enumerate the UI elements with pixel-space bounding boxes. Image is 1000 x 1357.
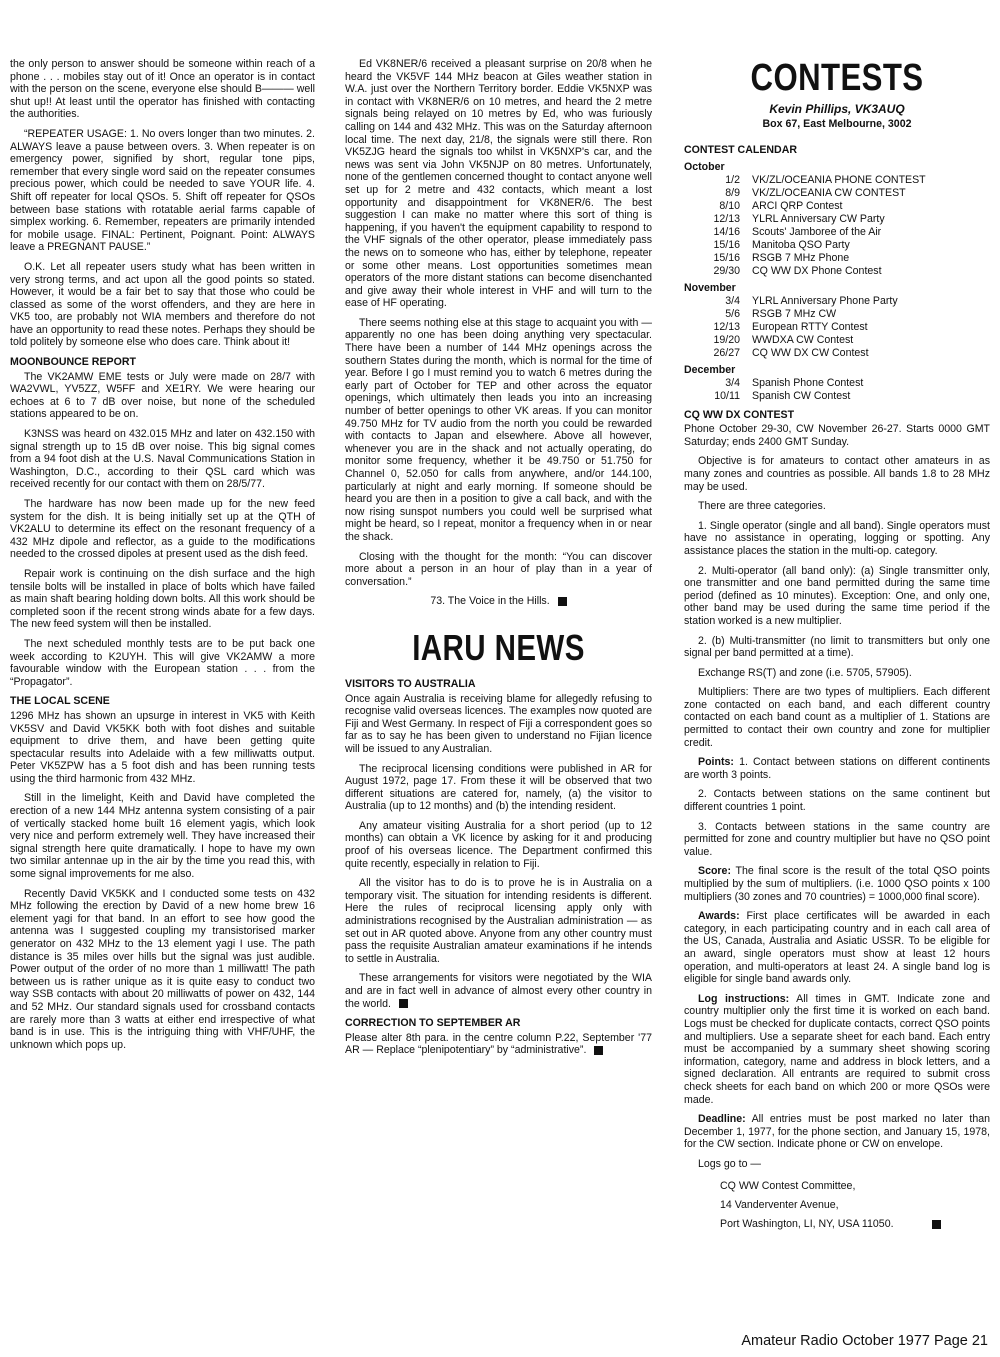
paragraph xyxy=(684,865,990,903)
paragraph: Exchange RS(T) and zone (i.e. 5705, 57905). xyxy=(698,666,912,679)
calendar-event: WWDXA CW Contest xyxy=(752,333,854,346)
calendar-date: 8/9 xyxy=(725,186,740,199)
paragraph-text: All times in GMT. Indicate zone and country multiplier only the first time it is worked on each band. Logs must be checked for duplicate contacts, correct QSO points and multipliers. Use a separate sheet for each band. Each entry must be accompanied by a summary sheet showing scoring information, category, name and address in block letters, and a signed declaration. All entrants are required to submit cross check sheets for each band on which 200 or more QSOs were made. xyxy=(684,992,991,1106)
calendar-row xyxy=(684,377,863,390)
section-title-iaru-news: IARU NEWS xyxy=(412,626,585,668)
calendar-date: 1/2 xyxy=(725,173,740,186)
calendar-row xyxy=(684,239,926,252)
paragraph xyxy=(684,756,990,781)
calendar-event: YLRL Anniversary Phone Party xyxy=(752,294,898,307)
paragraph xyxy=(684,1113,990,1151)
calendar-event: RSGB 7 MHz Phone xyxy=(752,251,850,264)
paragraph: The VK2AMW EME tests or July were made on 28/7 with WA2VWL, YV5ZZ, W5FF and XE1RY. We were hearing our echoes at 6 to 7 dB over noise, but none of the scheduled stations appeared to be on. xyxy=(10,370,315,421)
calendar-date: 12/13 xyxy=(713,320,740,333)
calendar-event: ARCI QRP Contest xyxy=(752,199,843,212)
calendar-event: VK/ZL/OCEANIA PHONE CONTEST xyxy=(752,173,926,186)
paragraph: Once again Australia is receiving blame for allegedly refusing to recognise valid overseas licences. The examples now quoted are Fiji and West Germany. In respect of Fiji a correspondent goes so far as to say he has been given to understand no Fijian licence will be issued to any Australian. xyxy=(345,692,652,755)
label-points: Points: xyxy=(698,756,734,769)
end-mark-icon xyxy=(932,1220,941,1229)
paragraph: All the visitor has to do is to prove he is in Australia on a temporary visit. The situation for intending residents is different. Here the rules of reciprocal licensing apply only with administrations recognised by the Australian administration — as set out in AR quoted above. Anyone from any other country must pass the requisite Australian amateur examinations if he intends to settle in Australia. xyxy=(345,877,652,965)
calendar-row xyxy=(684,252,926,265)
calendar-date: 14/16 xyxy=(713,225,740,238)
calendar-row xyxy=(684,187,926,200)
calendar-date: 10/11 xyxy=(714,389,740,402)
paragraph xyxy=(684,993,990,1106)
calendar-row xyxy=(684,174,926,187)
label-awards: Awards: xyxy=(698,910,740,923)
calendar-date: 15/16 xyxy=(713,238,740,251)
calendar-event: Manitoba QSO Party xyxy=(752,238,850,251)
calendar-date: 12/13 xyxy=(713,212,740,225)
calendar-month-december: December xyxy=(684,363,736,376)
calendar-table-november xyxy=(684,295,898,360)
calendar-table-october xyxy=(684,174,926,278)
address-line: CQ WW Contest Committee, xyxy=(720,1180,856,1193)
section-heading-visitors: VISITORS TO AUSTRALIA xyxy=(345,677,476,690)
calendar-row xyxy=(684,321,898,334)
column-right xyxy=(684,58,990,1234)
paragraph: 2. (b) Multi-transmitter (no limit to transmitters but only one signal per band permitted at a time). xyxy=(684,634,990,660)
calendar-month-october: October xyxy=(684,160,725,173)
paragraph: Phone October 29-30, CW November 26-27. Starts 0000 GMT Saturday; ends 2400 GMT Sunday. xyxy=(684,423,990,448)
paragraph: The reciprocal licensing conditions were published in AR for August 1972, page 17. From these it will be observed that two different situations are catered for, namely, (a) the visitor to Australia (up to 12 months) and (b) the intending resident. xyxy=(345,762,652,813)
paragraph: The next scheduled monthly tests are to be put back one week according to K2UYH. This will give VK2AMW a more favourable window with the European station . . . from the “Propagator”. xyxy=(10,637,315,688)
calendar-row xyxy=(684,295,898,308)
paragraph: Logs go to — xyxy=(698,1157,762,1170)
calendar-row xyxy=(684,200,926,213)
label-deadline: Deadline: xyxy=(698,1113,746,1126)
paragraph: Recently David VK5KK and I conducted some tests on 432 MHz following the erection by David of a new home brew 16 element yagi for that band. In an effort to see how good the antenna was I suggested coupling my transistorised marker generator on 432 MHz to the 13 element yagi I use. The path distance is 35 miles over hills but the signal was just audible. Power output of the order of no more than 1 milliwatt! The path between us is rather unique as it is quite easy to conduct two way SSB contacts with about 20 milliwatts of power on 432, 144 and 52 MHz. Our standard signals used for crossband contacts are rarely more than 3 watts at either end irrespective of what band is in use. This is the intriguing thing with VHF/UHF, the unknown which pops up. xyxy=(10,887,315,1051)
paragraph: Closing with the thought for the month: “You can discover more about a person in an hour of play than in a year of conversation.” xyxy=(345,550,652,588)
paragraph-text: Please alter 8th para. in the centre column P.22, September '77 AR — Replace “plenipotentiary” by “administrative”. xyxy=(345,1031,652,1057)
calendar-month-november: November xyxy=(684,281,736,294)
calendar-date: 8/10 xyxy=(719,199,740,212)
calendar-date: 15/16 xyxy=(713,251,740,264)
paragraph: There are three categories. xyxy=(698,500,826,513)
paragraph: the only person to answer should be someone within reach of a phone . . . mobiles stay out of it! Once an operator is in contact with the person on the scene, everyone else should B——— well shut up!! At least until the operator has finished with contacting the authorities. xyxy=(10,58,315,121)
calendar-date: 5/6 xyxy=(725,307,740,320)
calendar-event: RSGB 7 MHz CW xyxy=(752,307,837,320)
calendar-date: 3/4 xyxy=(725,294,740,307)
paragraph: Multipliers: There are two types of multipliers. Each different zone contacted on each band, and each different country contacted on each band count as a multiplier of 1. Stations are permitted to contact their own country and zone for multiplier credit. xyxy=(684,686,990,749)
column-left xyxy=(10,58,315,1058)
calendar-date: 29/30 xyxy=(713,264,740,277)
paragraph xyxy=(345,1032,652,1057)
section-heading-correction: CORRECTION TO SEPTEMBER AR xyxy=(345,1017,521,1030)
section-heading-cqww: CQ WW DX CONTEST xyxy=(684,408,795,421)
calendar-row xyxy=(684,265,926,278)
paragraph-text: All entries must be post marked no later than December 1, 1977, for the phone section, and January 15, 1978, for the CW section. Indicate phone or CW on envelope. xyxy=(684,1113,991,1151)
paragraph: There seems nothing else at this stage to acquaint you with — apparently no one has been doing anything very spectacular. There have been a number of 144 MHz openings across the southern States during the month, which is normal for the time of year. Before I go I must remind you to watch 6 metres during the early part of October for TEP and other across the equator openings, which ultimately then leads you into an increasing number of better openings to other VK areas. If you can monitor 49.750 MHz for TV audio from the north you could be rewarded with contacts to Japan and elsewhere. Above all however, whenever you are in the shack and not actually operating, do monitor some frequency, whether it be 49.750 or 51.750 for Channel 0, 52.050 for calls from anywhere, and/or 144.100, particularly at night and early morning. If someone should be heard you are then in a position to give a call back, and with the now rising sunspot numbers you could well be surprised what might be heard, so I repeat, monitor a frequency when in or near the shack. xyxy=(345,316,652,543)
paragraph: 3. Contacts between stations in the same country are permitted for zone and country multiplier but have no QSO point value. xyxy=(684,820,990,858)
label-score: Score: xyxy=(698,865,731,878)
calendar-event: CQ WW DX CW Contest xyxy=(752,346,869,359)
paragraph: Any amateur visiting Australia for a short period (up to 12 months) can obtain a VK licence by asking for it and producing proof of his overseas licence. The Department confirmed this quite recently, especially in relation to Fiji. xyxy=(345,819,652,870)
section-heading-calendar: CONTEST CALENDAR xyxy=(684,144,797,156)
signature-line xyxy=(345,595,652,608)
address-line xyxy=(720,1215,990,1234)
calendar-date: 19/20 xyxy=(713,333,740,346)
paragraph: 1. Single operator (single and all band). Single operators must have no assistance in operating, logging or spotting. Any assistance places the station in the multi-op. category. xyxy=(684,519,990,557)
paragraph xyxy=(345,972,652,1010)
end-mark-icon xyxy=(558,597,567,606)
section-heading-moonbounce: MOONBOUNCE REPORT xyxy=(10,356,136,369)
paragraph-text: The final score is the result of the total QSO points multiplied by the sum of multipliers. (i.e. 1000 QSO points x 100 multipliers (30 zones and 70 countries) = 1000,000 final score). xyxy=(684,865,990,903)
paragraph: 2. Multi-operator (all band only): (a) Single transmitter only, one transmitter and one band permitted during the same time period (defined as 10 minutes). Exception: One, and only one, other band may be used during the same time period if the station worked is a new multiplier. xyxy=(684,564,990,627)
calendar-row xyxy=(684,308,898,321)
paragraph: 1296 MHz has shown an upsurge in interest in VK5 with Keith VK5SV and David VK5KK both with foot dishes and suitable equipment to drive them, and have been getting quite spectacular results into Adelaide with a few milliwatts output. Peter VK5ZPW has a 5 foot dish and has been running tests using the third harmonic from 432 MHz. xyxy=(10,709,315,785)
paragraph: Repair work is continuing on the dish surface and the high tensile bolts will be installed in place of bolts which have failed as main shaft bearing holding down bolts. All this work should be completed soon if the recent strong winds abate for a few days. The new feed system will then be installed. xyxy=(10,567,315,631)
calendar-date: 26/27 xyxy=(713,346,740,359)
paragraph: Objective is for amateurs to contact other amateurs in as many zones and countries as possible. All bands 1.8 to 28 MHz may be used. xyxy=(684,455,990,493)
calendar-date: 3/4 xyxy=(725,376,740,389)
paragraph: The hardware has now been made up for the new feed system for the dish. It is being initially set up at the QTH of VK2ALU to determine its effect on the resonant frequency of a 432 MHz dipole and reflector, as a guide to the modifications needed to the crossed dipoles at present used as the dish feed. xyxy=(10,498,315,561)
paragraph-text: First place certificates will be awarded in each category, in each participating country and in each call area of the US, Canada, Australia and Asiatic USSR. To be eligible for an award, single operators must show at least 12 hours operation, and multi-operators at least 24. A single band log is eligible for single band awards only. xyxy=(684,910,990,986)
paragraph: Still in the limelight, Keith and David have completed the erection of a new 144 MHz antenna system consisting of a pair of vertically stacked home built 16 element yagis, which look very nice and perform extremely well. They have increased their signal strength here quite dramatically. I hope to have my own two similar antennae up in the air by the time you read this, with some signal improvements for me also. xyxy=(10,792,315,881)
paragraph: “REPEATER USAGE: 1. No overs longer than two minutes. 2. ALWAYS leave a pause between overs. 3. When repeater is on emergency power, signified by short, regular tone pips, remember that every single word said on the repeater consumes precious power, which could be needed to save YOUR life. 4. Shift off repeater for local QSOs. 5. Shift off repeater for QSOs between base stations with rotatable aerial farms capable of simplex working. 6. Remember, repeaters are primarily intended for mobile usage. FINAL: Pertinent, Poignant. Point: ALWAYS leave a PREGNANT PAUSE.” xyxy=(10,127,315,254)
page-footer: Amateur Radio October 1977 Page 21 xyxy=(741,1333,988,1349)
paragraph: 2. Contacts between stations on the same continent but different countries 1 point. xyxy=(684,788,990,814)
author-address: Box 67, East Melbourne, 3002 xyxy=(762,118,912,130)
paragraph: K3NSS was heard on 432.015 MHz and later on 432.150 with signal strength up to 15 dB over noise. This big signal comes from a 94 foot dish at the U.S. Naval Communications Station in Washington, D.C., according to their QSL card which was received recently for our contact with them on 28/5/77. xyxy=(10,428,315,491)
address-text: Port Washington, LI, NY, USA 11050. xyxy=(720,1218,894,1231)
calendar-event: CQ WW DX Phone Contest xyxy=(752,264,882,277)
paragraph-text: 1. Contact between stations on different continents are worth 3 points. xyxy=(684,756,990,781)
calendar-event: Spanish Phone Contest xyxy=(752,376,864,389)
section-title-contests: CONTESTS xyxy=(750,57,924,99)
paragraph: O.K. Let all repeater users study what has been written in very strong terms, and act upon all the good points so stated. However, it would be a fair bet to say that those who could be classed as some of the worst offenders, and they are here in VK5 too, are probably not WIA members and therefore do not have an opportunity to read these notes. Perhaps they should be told politely by someone else who does care. Think about it! xyxy=(10,260,315,349)
author-byline: Kevin Phillips, VK3AUQ xyxy=(769,102,905,116)
calendar-row xyxy=(684,347,898,360)
paragraph: Ed VK8NER/6 received a pleasant surprise on 20/8 when he heard the VK5VF 144 MHz beacon at Giles weather station in W.A. just over the Northern Territory border. Eddie VK5NXP was in contact with VK8NER/6 on 10 metres, and heard the 2 metre signals being relayed on 10 metres by Ed, who was furiously calling on 144 and 432 MHz. This was on the Saturday afternoon local time. The next day, 21/8, the signals were still there. Ron VK5ZJG heard the signals too whilst in VK5NXP's car, and the news was sent via John VK5NJP on 80 metres. Unfortunately, none of the gentlemen concerned thought to contact anyone well set up for 2 metre and 432 contacts, which meant a lost opportunity and disappointment for VK8NER/6. The best suggestion I can make no matter where this sort of thing is happening, if you haven't the equipment capability to respond to the VHF signals of the other operator, please immediately pass the news on to someone who has, either by telephone, repeater or some other means. Lost opportunities sometimes mean operators of the more distant stations can become disenchanted and give away their whole interest in VHF and will turn to the ease of HF operating. xyxy=(345,58,652,310)
end-mark-icon xyxy=(399,999,408,1008)
calendar-row xyxy=(684,213,926,226)
calendar-row xyxy=(684,390,863,403)
column-middle xyxy=(345,58,652,1064)
calendar-event: VK/ZL/OCEANIA CW CONTEST xyxy=(752,186,906,199)
calendar-event: European RTTY Contest xyxy=(752,320,868,333)
calendar-event: Spanish CW Contest xyxy=(752,389,851,402)
section-heading-local-scene: THE LOCAL SCENE xyxy=(10,695,110,708)
logs-address xyxy=(720,1177,990,1234)
address-line: 14 Vanderventer Avenue, xyxy=(720,1199,839,1212)
label-log-instructions: Log instructions: xyxy=(698,992,790,1005)
end-mark-icon xyxy=(594,1046,603,1055)
calendar-event: Scouts' Jamboree of the Air xyxy=(752,225,882,238)
calendar-row xyxy=(684,226,926,239)
paragraph xyxy=(684,910,990,986)
signature-text: 73. The Voice in the Hills. xyxy=(430,595,550,608)
paragraph-text: These arrangements for visitors were negotiated by the WIA and are in fact well in advance of almost every other country in the world. xyxy=(345,972,652,1010)
calendar-event: YLRL Anniversary CW Party xyxy=(752,212,885,225)
calendar-table-december xyxy=(684,377,863,403)
calendar-row xyxy=(684,334,898,347)
